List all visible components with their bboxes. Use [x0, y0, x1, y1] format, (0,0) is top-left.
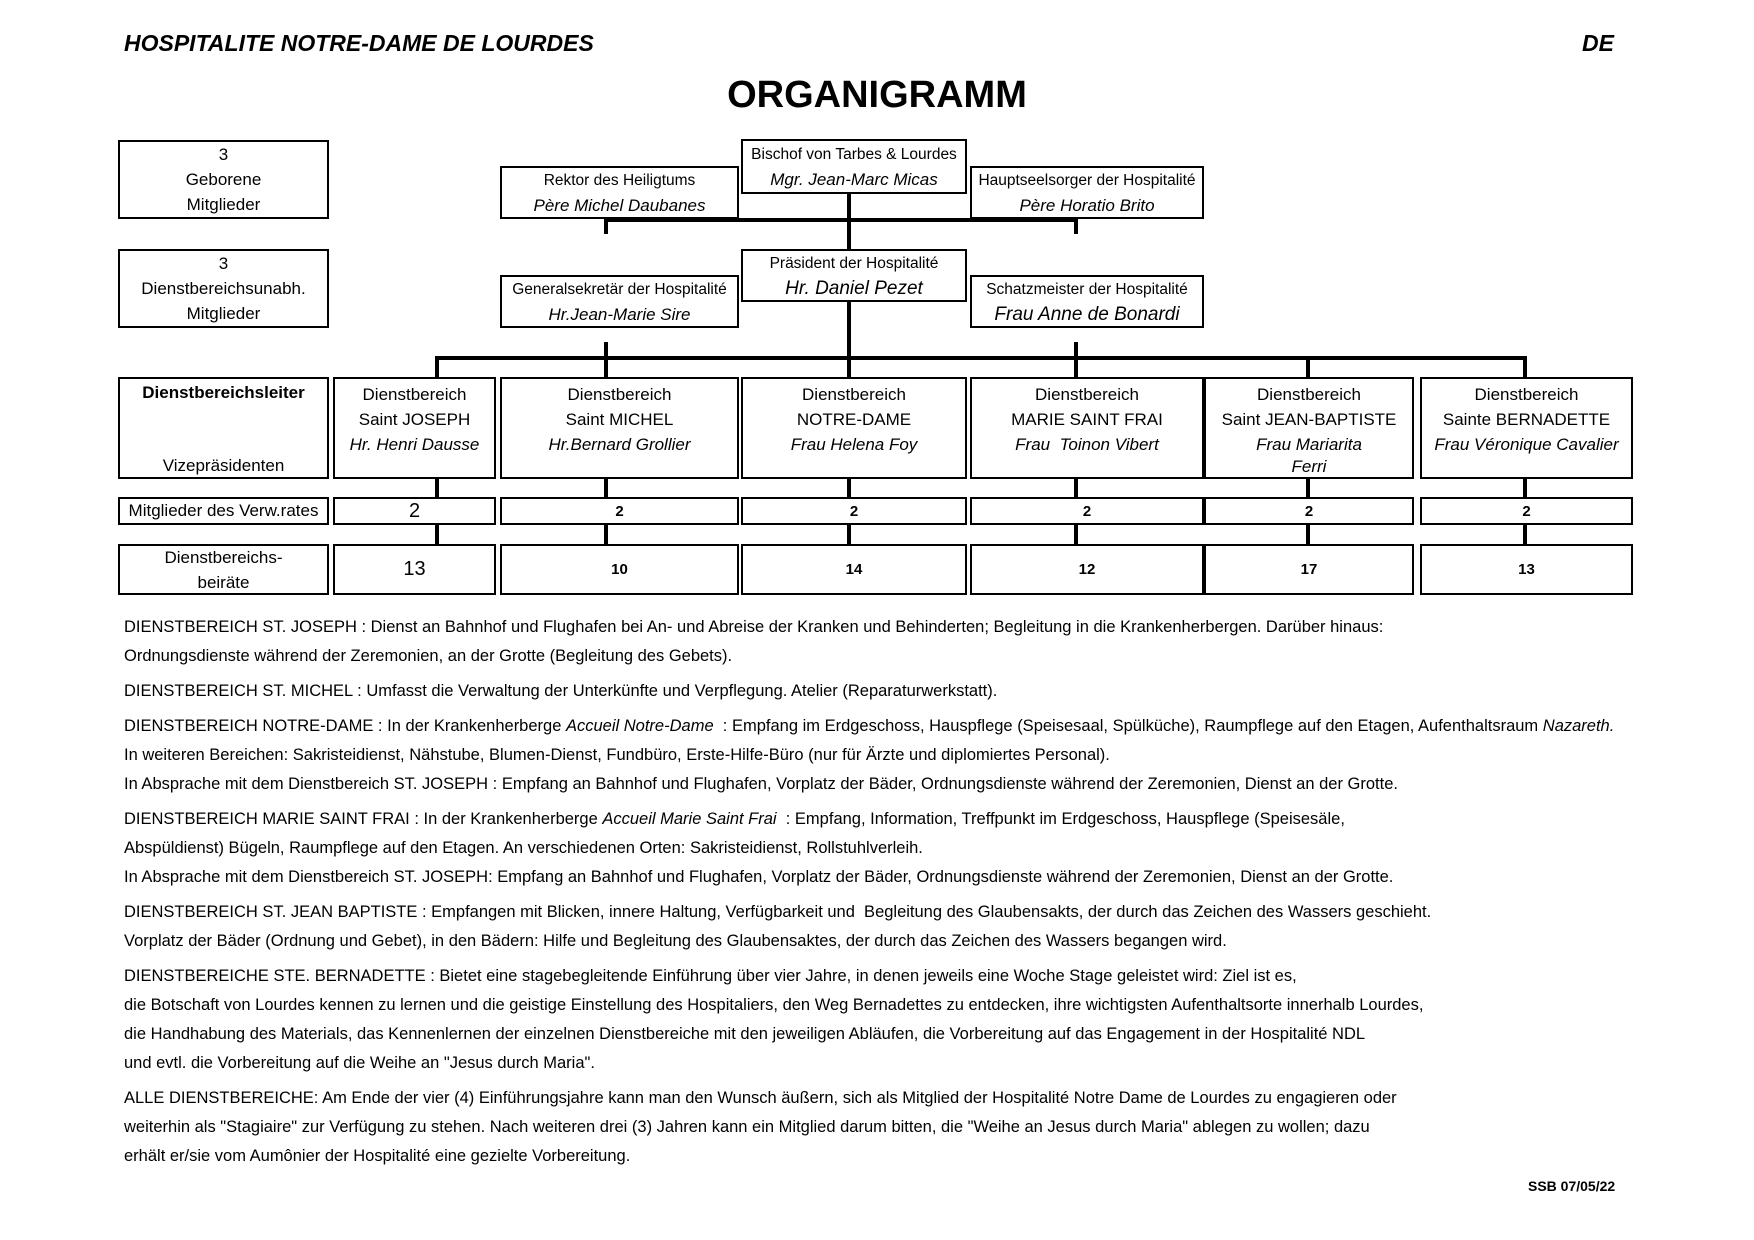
note-line: In weiteren Bereichen: Sakristeidienst, Nähstube, Blumen-Dienst, Fundbüro, Erste-Hilfe-Büro (nur für Ärzte und diplomiertes Personal).: [124, 746, 1110, 764]
independent-members-label-2: Mitglieder: [186, 304, 261, 323]
note-line: weiterhin als "Stagiaire" zur Verfügung zu stehen. Nach weiteren drei (3) Jahren kann ein Mitglied darum bitten, die "Weihe an Jesus durch Maria" ablegen zu wollen; dazu: [124, 1118, 1370, 1136]
service-leader: Frau Mariarita: [1256, 435, 1362, 454]
service-label: Dienstbereich: [1035, 385, 1139, 404]
note-michel: [124, 677, 1624, 706]
service-name: Saint JOSEPH: [358, 410, 471, 429]
note-line: Abspüldienst) Bügeln, Raumpflege auf den Etagen. An verschiedenen Orten: Sakristeidienst, Rollstuhlverleih.: [124, 839, 923, 857]
note-saint-frai: [124, 805, 1624, 892]
rector-role: Rektor des Heiligtums: [543, 171, 696, 189]
service-column-jean-baptiste: [1204, 377, 1414, 479]
service-name: Saint MICHEL: [565, 410, 674, 429]
service-name: NOTRE-DAME: [796, 410, 912, 429]
note-line: In Absprache mit dem Dienstbereich ST. JOSEPH : Empfang an Bahnhof und Flughafen, Vorplatz der Bäder, Ordnungsdienste während der Zeremonien, Dienst an der Grotte.: [124, 775, 1398, 793]
page-title: ORGANIGRAMM: [727, 74, 1027, 116]
note-line: die Botschaft von Lourdes kennen zu lernen und die geistige Einstellung des Hospitaliers, den Weg Bernadettes zu entdecken, ihre wichtigsten Aufenthaltsorte innerhalb Lourdes,: [124, 996, 1424, 1014]
council-count-notre-dame: 14: [741, 544, 967, 595]
language-code: DE: [1582, 30, 1614, 56]
note-text: DIENSTBEREICH MARIE SAINT FRAI : In der Krankenherberge: [124, 810, 603, 828]
president-name: Hr. Daniel Pezet: [785, 277, 923, 299]
note-line: ALLE DIENSTBEREICHE: Am Ende der vier (4) Einführungsjahre kann man den Wunsch äußern, sich als Mitglied der Hospitalité Notre Dame de Lourdes zu engagieren oder: [124, 1089, 1397, 1107]
councils-label-box: [118, 544, 329, 595]
rector-name: Père Michel Daubanes: [533, 195, 706, 215]
independent-members-label-1: Dienstbereichsunabh.: [141, 279, 306, 298]
note-italic: Accueil Notre-Dame: [565, 717, 714, 735]
note-line: die Handhabung des Materials, das Kennenlernen der einzelnen Dienstbereiche mit den jeweiligen Abläufen, die Vorbereitung auf das Engagement in der Hospitalité NDL: [124, 1025, 1366, 1043]
treasurer-box: [970, 275, 1204, 328]
president-box: [741, 249, 967, 302]
service-column-notre-dame: [741, 377, 967, 479]
service-leader-cont: Ferri: [1291, 457, 1327, 476]
note-line: Vorplatz der Bäder (Ordnung und Gebet), in den Bädern: Hilfe und Begleitung des Glaubensaktes, der durch das Zeichen des Wassers begangen wird.: [124, 932, 1227, 950]
note-line: DIENSTBEREICH ST. JEAN BAPTISTE : Empfangen mit Blicken, innere Haltung, Verfügbarkeit und Begleitung des Glaubensakts, der durch das Zeichen des Wassers geschieht.: [124, 903, 1432, 921]
note-line: DIENSTBEREICHE STE. BERNADETTE : Bietet eine stagebegleitende Einführung über vier Jahre, in denen jeweils eine Woche Stage geleistet wird: Ziel ist es,: [124, 967, 1297, 985]
rector-box: [500, 166, 739, 219]
note-jean-baptiste: [124, 898, 1624, 956]
leaders-label-box: [118, 377, 329, 479]
service-leader: Frau Véronique Cavalier: [1434, 435, 1619, 454]
service-column-bernadette: [1420, 377, 1633, 479]
service-label: Dienstbereich: [362, 385, 467, 404]
board-count-bernadette: 2: [1420, 497, 1633, 525]
note-joseph: [124, 613, 1624, 671]
board-members-label-box: [118, 497, 329, 525]
council-count-jean-baptiste: 17: [1204, 544, 1414, 595]
note-italic: Nazareth.: [1542, 717, 1615, 735]
council-count-bernadette: 13: [1420, 544, 1633, 595]
born-members-label-2: Mitglieder: [186, 195, 261, 214]
independent-members-count: 3: [218, 254, 229, 273]
note-text: DIENSTBEREICH NOTRE-DAME : In der Krankenherberge: [124, 717, 566, 735]
note-line: erhält er/sie vom Aumônier der Hospitalité eine gezielte Vorbereitung.: [124, 1147, 631, 1165]
note-all-services: [124, 1084, 1624, 1171]
chaplain-box: [970, 166, 1204, 219]
chaplain-role: Hauptseelsorger der Hospitalité: [978, 171, 1196, 189]
footer-reference: SSB 07/05/22: [1528, 1178, 1616, 1194]
service-label: Dienstbereich: [1257, 385, 1361, 404]
service-name: Saint JEAN-BAPTISTE: [1221, 410, 1397, 429]
independent-members-box: [118, 249, 329, 328]
service-column-michel: [500, 377, 739, 479]
service-leader: Hr.Bernard Grollier: [548, 435, 691, 454]
board-count-michel: 2: [500, 497, 739, 525]
board-count-jean-baptiste: 2: [1204, 497, 1414, 525]
note-notre-dame: [124, 712, 1624, 799]
note-line: DIENSTBEREICH ST. MICHEL : Umfasst die Verwaltung der Unterkünfte und Verpflegung. Atelier (Reparaturwerkstatt).: [124, 682, 998, 700]
board-count-saint-frai: 2: [970, 497, 1204, 525]
service-column-saint-frai: [970, 377, 1204, 479]
service-label: Dienstbereich: [567, 385, 672, 404]
chaplain-name: Père Horatio Brito: [1019, 195, 1155, 215]
council-count-saint-frai: 12: [970, 544, 1204, 595]
organization-title: HOSPITALITE NOTRE-DAME DE LOURDES: [124, 30, 594, 56]
secretary-role: Generalsekretär der Hospitalité: [512, 280, 727, 298]
secretary-name: Hr.Jean-Marie Sire: [548, 304, 691, 324]
vice-presidents-label: Vizepräsidenten: [162, 456, 285, 475]
note-line: In Absprache mit dem Dienstbereich ST. JOSEPH: Empfang an Bahnhof und Flughafen, Vorplatz der Bäder, Ordnungsdienste während der Zeremonien, Dienst an der Grotte.: [124, 868, 1394, 886]
board-count-joseph: 2: [333, 497, 496, 525]
councils-label-1: Dienstbereichs-: [164, 547, 283, 567]
service-label: Dienstbereich: [802, 385, 906, 404]
service-leader: Frau Helena Foy: [790, 435, 918, 454]
born-members-count: 3: [218, 145, 229, 164]
note-line: [124, 712, 1624, 741]
note-line: DIENSTBEREICH ST. JOSEPH : Dienst an Bahnhof und Flughafen bei An- und Abreise der Kranken und Behinderten; Begleitung in die Krankenherbergen. Darüber hinaus:: [124, 618, 1384, 636]
board-count-notre-dame: 2: [741, 497, 967, 525]
secretary-box: [500, 275, 739, 328]
note-line: und evtl. die Vorbereitung auf die Weihe an "Jesus durch Maria".: [124, 1054, 595, 1072]
note-line: [124, 805, 1624, 834]
service-column-joseph: [333, 377, 496, 479]
treasurer-role: Schatzmeister der Hospitalité: [986, 280, 1188, 298]
born-members-label-1: Geborene: [185, 170, 262, 189]
council-count-joseph: 13: [333, 544, 496, 595]
born-members-box: [118, 140, 329, 219]
president-role: Präsident der Hospitalité: [769, 254, 939, 272]
bishop-role: Bischof von Tarbes & Lourdes: [751, 145, 957, 163]
council-count-michel: 10: [500, 544, 739, 595]
bishop-name: Mgr. Jean-Marc Micas: [770, 169, 938, 189]
bishop-box: [741, 139, 967, 194]
service-label: Dienstbereich: [1474, 385, 1579, 404]
service-leader: Frau Toinon Vibert: [1015, 435, 1159, 454]
leaders-label: Dienstbereichsleiter: [142, 383, 305, 402]
note-text: : Empfang, Information, Treffpunkt im Erdgeschoss, Hauspflege (Speisesäle,: [776, 810, 1345, 828]
note-text: : Empfang im Erdgeschoss, Hauspflege (Speisesaal, Spülküche), Raumpflege auf den Etagen, Aufenthaltsraum: [713, 717, 1543, 735]
service-descriptions: [124, 613, 1624, 1177]
service-name: MARIE SAINT FRAI: [1011, 410, 1163, 429]
note-line: Ordnungsdienste während der Zeremonien, an der Grotte (Begleitung des Gebets).: [124, 647, 733, 665]
service-leader: Hr. Henri Dausse: [349, 435, 480, 454]
board-members-label: Mitglieder des Verw.rates: [128, 501, 319, 520]
councils-label-2: beiräte: [197, 572, 250, 592]
note-italic: Accueil Marie Saint Frai: [602, 810, 777, 828]
treasurer-name: Frau Anne de Bonardi: [994, 303, 1180, 325]
service-name: Sainte BERNADETTE: [1442, 410, 1611, 429]
note-bernadette: [124, 962, 1624, 1078]
